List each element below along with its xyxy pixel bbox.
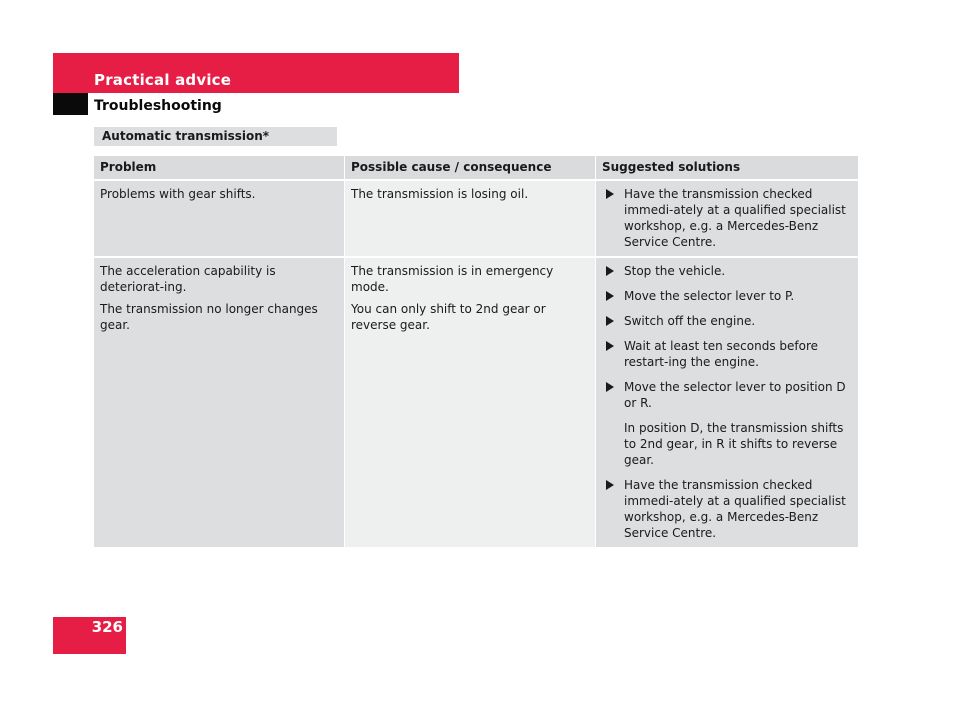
- cause-cell: [345, 181, 595, 256]
- arrow-bullet-icon: [606, 382, 614, 392]
- column-header-cause: Possible cause / consequence: [345, 156, 595, 179]
- cause-text: The transmission is losing oil.: [351, 187, 529, 201]
- solution-text: Stop the vehicle.: [624, 264, 726, 278]
- arrow-bullet-icon: [606, 341, 614, 351]
- table-title: Automatic transmission*: [94, 127, 337, 146]
- arrow-bullet-icon: [606, 480, 614, 490]
- page-number-tab: [53, 617, 126, 654]
- problem-text: Problems with gear shifts.: [100, 187, 256, 201]
- solution-note: In position D, the transmission shifts to 2nd gear, in R it shifts to reverse gear.: [624, 421, 844, 467]
- table-row: [94, 181, 858, 256]
- solution-step: [602, 313, 852, 329]
- problem-text: The transmission no longer changes gear.: [100, 302, 318, 332]
- page-number: 326: [91, 618, 123, 636]
- solution-step: [602, 379, 852, 411]
- problem-cell: [94, 258, 344, 547]
- solutions-cell: [596, 181, 858, 256]
- section-title: Practical advice: [94, 71, 232, 89]
- arrow-bullet-icon: [606, 316, 614, 326]
- cause-text: You can only shift to 2nd gear or reverse gear.: [351, 302, 546, 332]
- column-header-problem: Problem: [94, 156, 344, 179]
- column-header-solutions: Suggested solutions: [596, 156, 858, 179]
- solution-step: [602, 263, 852, 279]
- solution-text: Move the selector lever to P.: [624, 289, 795, 303]
- subsection-title: Troubleshooting: [94, 98, 222, 114]
- arrow-bullet-icon: [606, 266, 614, 276]
- problem-cell: [94, 181, 344, 256]
- solution-text: Wait at least ten seconds before restart-ing the engine.: [624, 339, 819, 369]
- solution-step: [602, 338, 852, 370]
- solution-text: Move the selector lever to position D or R.: [624, 380, 846, 410]
- cause-text: The transmission is in emergency mode.: [351, 264, 554, 294]
- solution-step: [602, 288, 852, 304]
- solutions-cell: [596, 258, 858, 547]
- table-row: [94, 258, 858, 547]
- subsection-marker: [53, 93, 88, 115]
- troubleshooting-table: [93, 154, 859, 549]
- table-header-row: [94, 156, 858, 179]
- problem-text: The acceleration capability is deteriorat-ing.: [100, 264, 276, 294]
- arrow-bullet-icon: [606, 291, 614, 301]
- solution-step: [602, 477, 852, 541]
- solution-text: Have the transmission checked immedi-ately at a qualified specialist workshop, e.g. a Mercedes-Benz Service Centre.: [624, 187, 846, 249]
- solution-step: [602, 186, 852, 250]
- arrow-bullet-icon: [606, 189, 614, 199]
- section-header-bar: [53, 53, 459, 93]
- cause-cell: [345, 258, 595, 547]
- solution-text: Have the transmission checked immedi-ately at a qualified specialist workshop, e.g. a Mercedes-Benz Service Centre.: [624, 478, 846, 540]
- solution-text: Switch off the engine.: [624, 314, 756, 328]
